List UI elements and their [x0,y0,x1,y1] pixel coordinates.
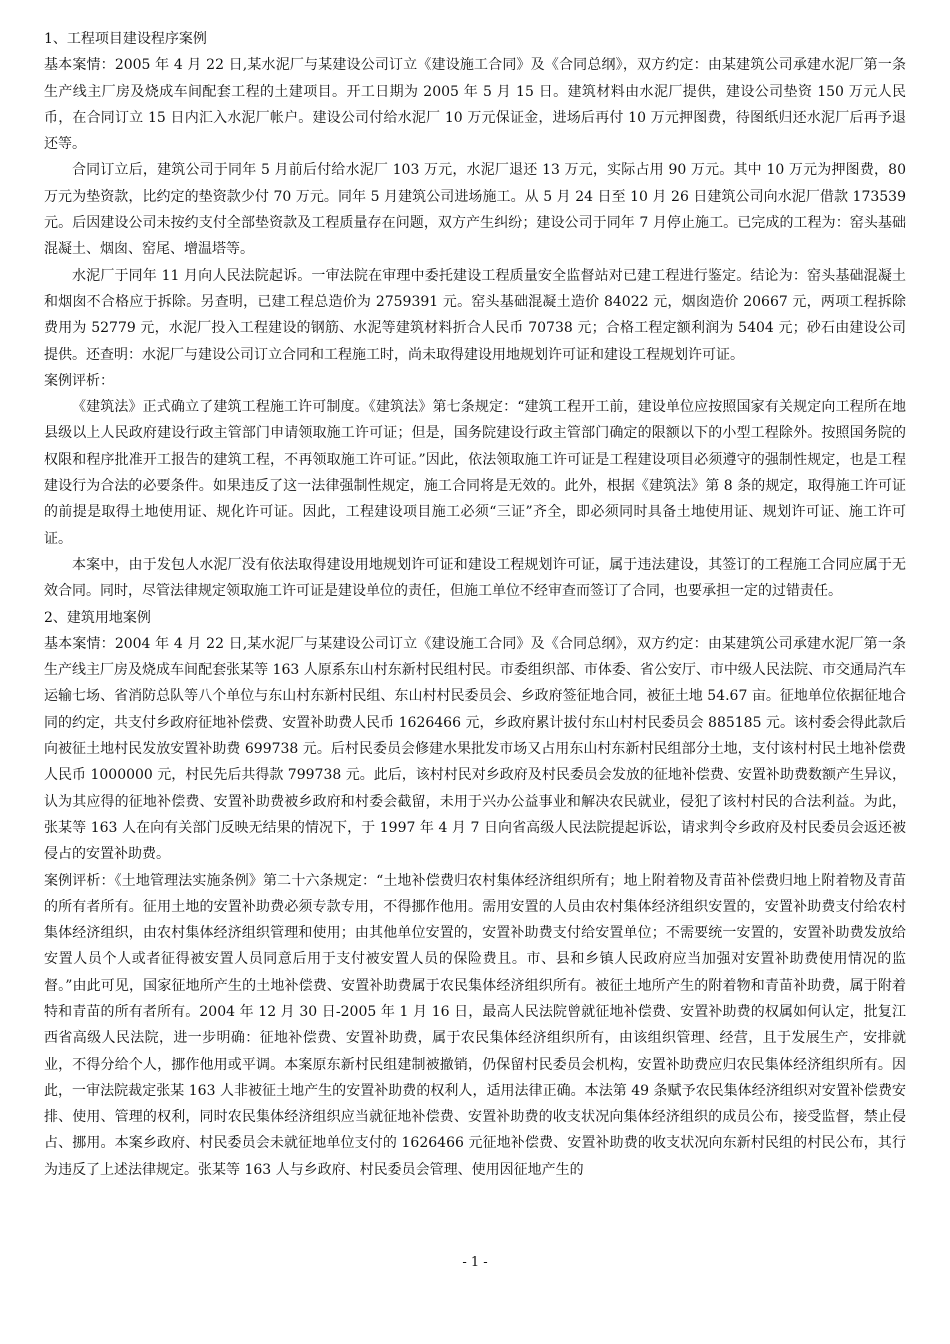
section2-title: 2、建筑用地案例 [44,609,151,626]
section1-paragraph-3: 水泥厂于同年 11 月向人民法院起诉。一审法院在审理中委托建设工程质量安全监督站对已建工程进行鉴定。结论为：窑头基础混凝土和烟囱不合格应于拆除。另查明，已建工程总造价为 2759391 元。窑头基础混凝土造价 84022 元，烟囱造价 20667 元，两项工程拆除费用为 52779 元，水泥厂投入工程建设的钢筋、水泥等建筑材料折合人民币 70738 元；合格工程定额利润为 5404 元；砂石由建设公司提供。还查明：水泥厂与建设公司订立合同和工程施工时，尚未取得建设用地规划许可证和建设工程规划许可证。 [44,267,906,363]
section1-title: 1、工程项目建设程序案例 [44,31,207,47]
section1-analysis-paragraph-2: 本案中，由于发包人水泥厂没有依法取得建设用地规划许可证和建设工程规划许可证，属于违法建设，其签订的工程施工合同应属于无效合同。同时，尽管法律规定领取施工许可证是建设单位的责任，但施工单位不经审查而签订了合同，也要承担一定的过错责任。 [44,556,906,600]
section1-analysis-label: 案例评析： [44,372,114,389]
page-number: - 1 - [462,1255,488,1270]
section1-paragraph-2: 合同订立后，建筑公司于同年 5 月前后付给水泥厂 103 万元，水泥厂退还 13 万元，实际占用 90 万元。其中 10 万元为押图费，80 万元为垫资款，比约定的垫资款少付 70 万元。同年 5 月建筑公司进场施工。从 5 月 24 日至 10 月 26 日建筑公司向水泥厂借款 173539 元。后因建设公司未按约支付全部垫资款及工程质量存在问题，双方产生纠纷；建设公司于同年 7 月停止施工。已完成的工程为：窑头基础混凝土、烟囱、窑尾、增温塔等。 [44,162,906,258]
section2-basic-facts: 基本案情：2004 年 4 月 22 日,某水泥厂与某建设公司订立《建设施工合同》及《合同总纲》，双方约定：由某建筑公司承建水泥厂第一条生产线主厂房及烧成车间配套张某等 163 人原系东山村东新村民组村民。市委组织部、市体委、省公安厅、市中级人民法院、市交通局汽车运输七场、省消防总队等八个单位与东山村东新村民组、东山村村民委员会、乡政府签征地合同，被征土地 54.67 亩。征地单位依据征地合同的约定，共支付乡政府征地补偿费、安置补助费人民币 1626466 元，乡政府累计拔付东山村村民委员会 885185 元。该村委会得此款后向被征土地村民发放安置补助费 699738 元。后村民委员会修建水果批发市场又占用东山村东新村民组部分土地，支付该村村民土地补偿费人民币 1000000 元，村民先后共得款 799738 元。此后，该村村民对乡政府及村民委员会发放的征地补偿费、安置补助费数额产生异议，认为其应得的征地补偿费、安置补助费被乡政府和村委会截留，未用于兴办公益事业和解决农民就业，侵犯了该村村民的合法利益。为此，张某等 163 人在向有关部门反映无结果的情况下，于 1997 年 4 月 7 日向省高级人民法院提起诉讼，请求判令乡政府及村民委员会返还被侵占的安置补助费。 [44,635,906,863]
section2-analysis: 案例评析：《土地管理法实施条例》第二十六条规定：“土地补偿费归农村集体经济组织所有；地上附着物及青苗补偿费归地上附着物及青苗的所有者所有。征用土地的安置补助费必须专款专用，不得挪作他用。需用安置的人员由农村集体经济组织安置的，安置补助费支付给农村集体经济组织，由农村集体经济组织管理和使用；由其他单位安置的，安置补助费支付给安置单位；不需要统一安置的，安置补助费发放给安置人员个人或者征得被安置人员同意后用于支付被安置人员的保险费且。市、县和乡镇人民政府应当加强对安置补助费使用情况的监督。”由此可见，国家征地所产生的土地补偿费、安置补助费属于农民集体经济组织所有。被征土地所产生的附着物和青苗补助费，属于附着特和青苗的所有者所有。2004 年 12 月 30 日-2005 年 1 月 16 日，最高人民法院曾就征地补偿费、安置补助费的权属如何认定，批复江西省高级人民法院，进一步明确：征地补偿费、安置补助费，属于农民集体经济组织所有，由该组织管理、经营，且于发展生产，安排就业，不得分给个人，挪作他用或平调。本案原东新村民组建制被撤销，仍保留村民委员会机构，安置补助费应归农民集体经济组织所有。因此，一审法院裁定张某 163 人非被征土地产生的安置补助费的权利人，适用法律正确。本法第 49 条赋予农民集体经济组织对安置补偿费安排、使用、管理的权利，同时农民集体经济组织应当就征地补偿费、安置补助费的收支状况向集体经济组织的成员公布，接受监督，禁止侵占、挪用。本案乡政府、村民委员会未就征地单位支付的 1626466 元征地补偿费、安置补助费的收支状况向东新村民组的村民公布，其行为违反了上述法律规定。张某等 163 人与乡政府、村民委员会管理、使用因征地产生的 [44,872,906,1178]
section1-analysis-paragraph-1: 《建筑法》正式确立了建筑工程施工许可制度。《建筑法》第七条规定：“建筑工程开工前，建设单位应按照国家有关规定向工程所在地县级以上人民政府建设行政主管部门申请领取施工许可证；但是，国务院建设行政主管部门确定的限额以下的小型工程除外。按照国务院的权限和程序批准开工报告的建筑工程，不再领取施工许可证。”因此，依法领取施工许可证是工程建设项目必须遵守的强制性规定，也是工程建设行为合法的必要条件。如果违反了这一法律强制性规定，施工合同将是无效的。此外，根据《建筑法》第 8 条的规定，取得施工许可证的前提是取得土地使用证、规化许可证。因此，工程建设项目施工必须“三证”齐全，即必须同时具备土地使用证、规划许可证、施工许可证。 [44,399,906,547]
section1-basic-facts: 基本案情：2005 年 4 月 22 日,某水泥厂与某建设公司订立《建设施工合同》及《合同总纲》，双方约定：由某建筑公司承建水泥厂第一条生产线主厂房及烧成车间配套工程的土建项目。开工日期为 2005 年 5 月 15 日。建筑材料由水泥厂提供，建设公司垫资 150 万元人民币，在合同订立 15 日内汇入水泥厂帐户。建设公司付给水泥厂 10 万元保证金，进场后再付 10 万元押图费，待图纸归还水泥厂后再予退还等。 [44,57,906,153]
